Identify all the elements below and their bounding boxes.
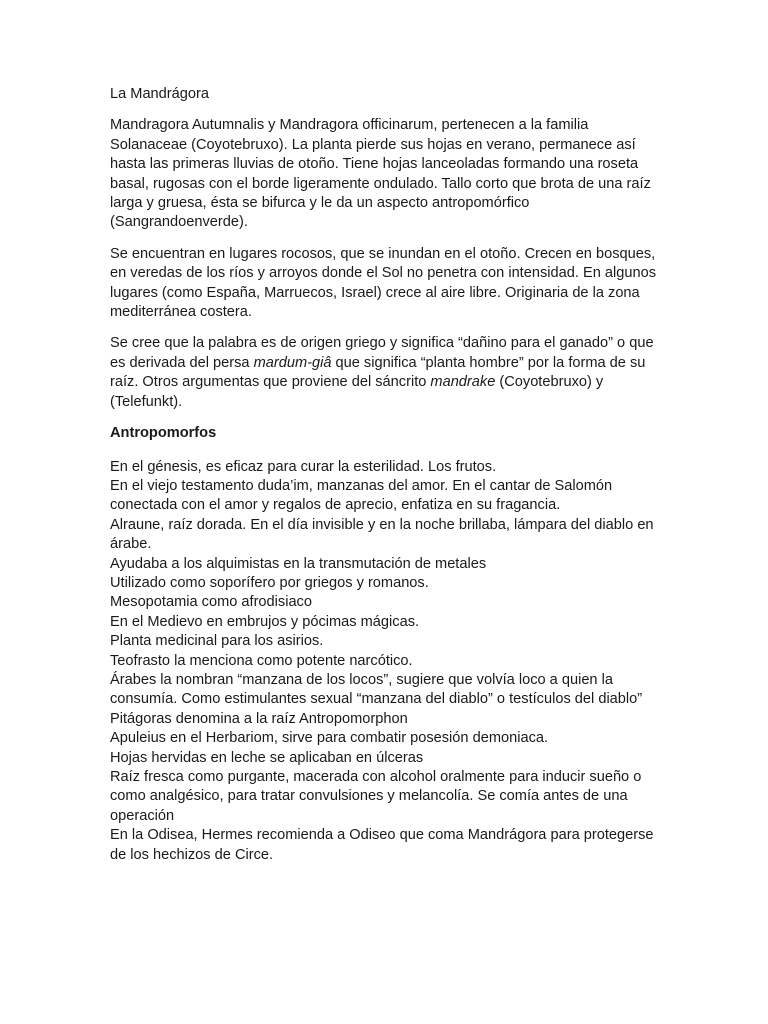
- list-item: En el viejo testamento duda’im, manzanas del amor. En el cantar de Salomón conectada con el amor y regalos de aprecio, enfatiza en su fragancia.: [110, 477, 613, 514]
- document-title: La Mandrágora: [110, 86, 209, 102]
- paragraph-habitat: Se encuentran en lugares rocosos, que se inundan en el otoño. Crecen en bosques, en veredas de los ríos y arroyos donde el Sol no penetra con intensidad. En algunos lugares (como España, Marruecos, Israel) crece al aire libre. Originaria de la zona mediterránea costera.: [110, 245, 656, 321]
- list-item: Teofrasto la menciona como potente narcótico.: [110, 652, 413, 669]
- list-item: Mesopotamia como afrodisiaco: [110, 594, 312, 611]
- list-item: En el Medievo en embrujos y pócimas mágicas.: [110, 613, 420, 630]
- list-item: Utilizado como soporífero por griegos y romanos.: [110, 574, 429, 591]
- list-item: Hojas hervidas en leche se aplicaban en úlceras: [110, 749, 424, 766]
- section-heading: Antropomorfos: [110, 425, 217, 442]
- etymology-text-1: Se cree que la palabra es de origen griego y significa “dañino para el ganado” o que es derivada del persa: [110, 335, 654, 371]
- paragraph-description: Mandragora Autumnalis y Mandragora officinarum, pertenecen a la familia Solanaceae (Coyotebruxo). La planta pierde sus hojas en verano, permanece así hasta las primeras lluvias de otoño. Tiene hojas lanceoladas formando una roseta basal, rugosas con el borde ligeramente ondulado. Tallo corto que brota de una raíz larga y gruesa, ésta se bifurca y le da un aspecto antropomórfico (Sangrandoenverde).: [110, 117, 651, 231]
- anthropomorph-list: [110, 458, 660, 866]
- etymology-text-3: (Coyotebruxo) y (Telefunkt).: [110, 374, 604, 410]
- list-item: Pitágoras denomina a la raíz Antropomorphon: [110, 710, 408, 727]
- etymology-term-mardum-gia: mardum-giâ: [253, 354, 332, 371]
- list-item: Ayudaba a los alquimistas en la transmutación de metales: [110, 555, 487, 572]
- etymology-term-mandrake: mandrake: [430, 374, 496, 391]
- document-body: [110, 85, 660, 865]
- paragraph-etymology: [110, 334, 660, 412]
- list-item: Raíz fresca como purgante, macerada con alcohol oralmente para inducir sueño o como analgésico, para tratar convulsiones y melancolía. Se comía antes de una operación: [110, 769, 642, 824]
- list-item: En el génesis, es eficaz para curar la esterilidad. Los frutos.: [110, 458, 497, 475]
- list-item: En la Odisea, Hermes recomienda a Odiseo que coma Mandrágora para protegerse de los hechizos de Circe.: [110, 827, 654, 863]
- list-item: Apuleius en el Herbariom, sirve para combatir posesión demoniaca.: [110, 730, 549, 747]
- list-item: Planta medicinal para los asirios.: [110, 633, 324, 650]
- etymology-text-2: que significa “planta hombre” por la forma de su raíz. Otros argumentas que proviene del sáncrito: [110, 354, 646, 391]
- list-item: Alraune, raíz dorada. En el día invisible y en la noche brillaba, lámpara del diablo en árabe.: [110, 516, 654, 553]
- list-item: Árabes la nombran “manzana de los locos”, sugiere que volvía loco a quien la consumía. Como estimulantes sexual “manzana del diablo” o testículos del diablo”: [110, 671, 643, 708]
